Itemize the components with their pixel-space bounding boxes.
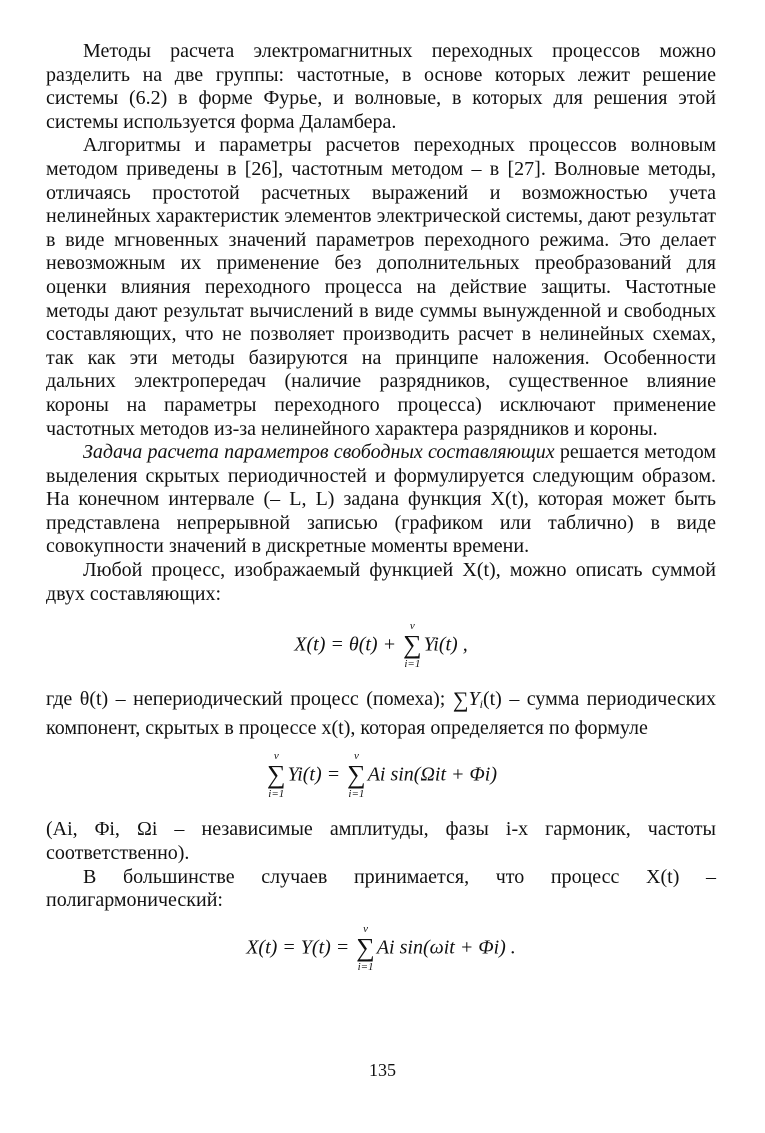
paragraph-5-start: где θ(t) – непериодический процесс (помеха); (46, 688, 446, 711)
formula-1-right: Yi(t) , (423, 633, 468, 656)
sum-symbol (347, 750, 366, 800)
sigma-glyph: ∑ (347, 760, 366, 790)
sigma-glyph: ∑ (403, 630, 422, 660)
sum-lower-limit: i=1 (268, 788, 285, 801)
sigma-glyph: ∑ (356, 932, 375, 962)
paragraph-6: (Ai, Φi, Ωi – независимые амплитуды, фазы i-х гармоник, частоты соответственно). (46, 818, 716, 865)
sum-upper-limit: v (353, 750, 359, 763)
formula-2-left: Yi(t) = (287, 763, 346, 786)
paragraph-5: где θ(t) – непериодический процесс (помеха); $\sum Y_i(t)$ – сумма периодических компонент, скрытых в процессе x(t), которая определяется по формуле (46, 687, 716, 739)
inline-y-symbol: Y (468, 688, 480, 711)
sum-upper-limit: v (363, 922, 369, 935)
sum-upper-limit: v (273, 750, 279, 763)
sum-lower-limit: i=1 (357, 960, 374, 973)
sum-lower-limit: i=1 (348, 788, 365, 801)
paragraph-3-rest: решается методом выделения скрытых периодичностей и формулируется следующим образом. На конечном интервале (– L, L) задана функция X(t), которая может быть представлена непрерывной записью (графиком или таблично) в виде совокупности значений в дискретные моменты времени. (46, 441, 717, 558)
paragraph-7: В большинстве случаев принимается, что процесс X(t) – полигармонический: (46, 865, 716, 912)
formula-1 (46, 620, 716, 682)
paragraph-3 (46, 441, 716, 559)
paragraph-4: Любой процесс, изображаемый функцией X(t), можно описать суммой двух составляющих: (46, 559, 716, 605)
formula-2-right: Ai sin(Ωit + Φi) (367, 763, 497, 786)
inline-sigma-glyph: ∑ (452, 687, 469, 713)
formula-1-left: X(t) = θ(t) + (294, 633, 402, 656)
paragraph-2: Алгоритмы и параметры расчетов переходных процессов волновым методом приведены в [26], частотным методом – в [27]. Волновые методы, отличаясь простотой расчетных выражений и возможностью учета нелинейных характеристик элементов электрической системы, дают результат в виде мгновенных значений параметров переходного режима. Это делает невозможным их применение без дополнительных преобразований для оценки влияния переходного процесса на действие защиты. Частотные методы дают результат вычислений в виде суммы вынужденной и свободных составляющих, что не позволяет производить расчет в нелинейных схемах, так как эти методы базируются на принципе наложения. Особенности дальних электропередач (наличие разрядников, существенное влияние короны на параметры переходного процесса) исключают применение частотных методов из-за нелинейного характера разрядников и короны. (46, 134, 716, 440)
sigma-glyph: ∑ (267, 760, 286, 790)
formula-3 (46, 923, 716, 985)
paragraph-5-rest: (t) – сумма периодических компонент, скрытых в процессе x(t), которая определяется по формуле (46, 688, 716, 739)
paragraph-1: Методы расчета электромагнитных переходных процессов можно разделить на две группы: частотные, в основе которых лежит решение системы (6.2) в форме Фурье, и волновые, в которых для решения этой системы используется форма Даламбера. (46, 40, 716, 133)
sum-symbol (356, 923, 375, 973)
formula-3-right: Ai sin(ωit + Φi) . (376, 936, 516, 959)
formula-3-left: X(t) = Y(t) = (246, 936, 355, 959)
sum-upper-limit: v (409, 620, 415, 633)
sum-symbol (267, 750, 286, 800)
sum-lower-limit: i=1 (404, 658, 421, 671)
paragraph-3-italic: Задача расчета параметров свободных составляющих (83, 441, 555, 464)
page-number: 135 (369, 1060, 396, 1080)
formula-2 (46, 750, 716, 812)
sum-symbol (403, 620, 422, 670)
document-page (46, 40, 716, 985)
